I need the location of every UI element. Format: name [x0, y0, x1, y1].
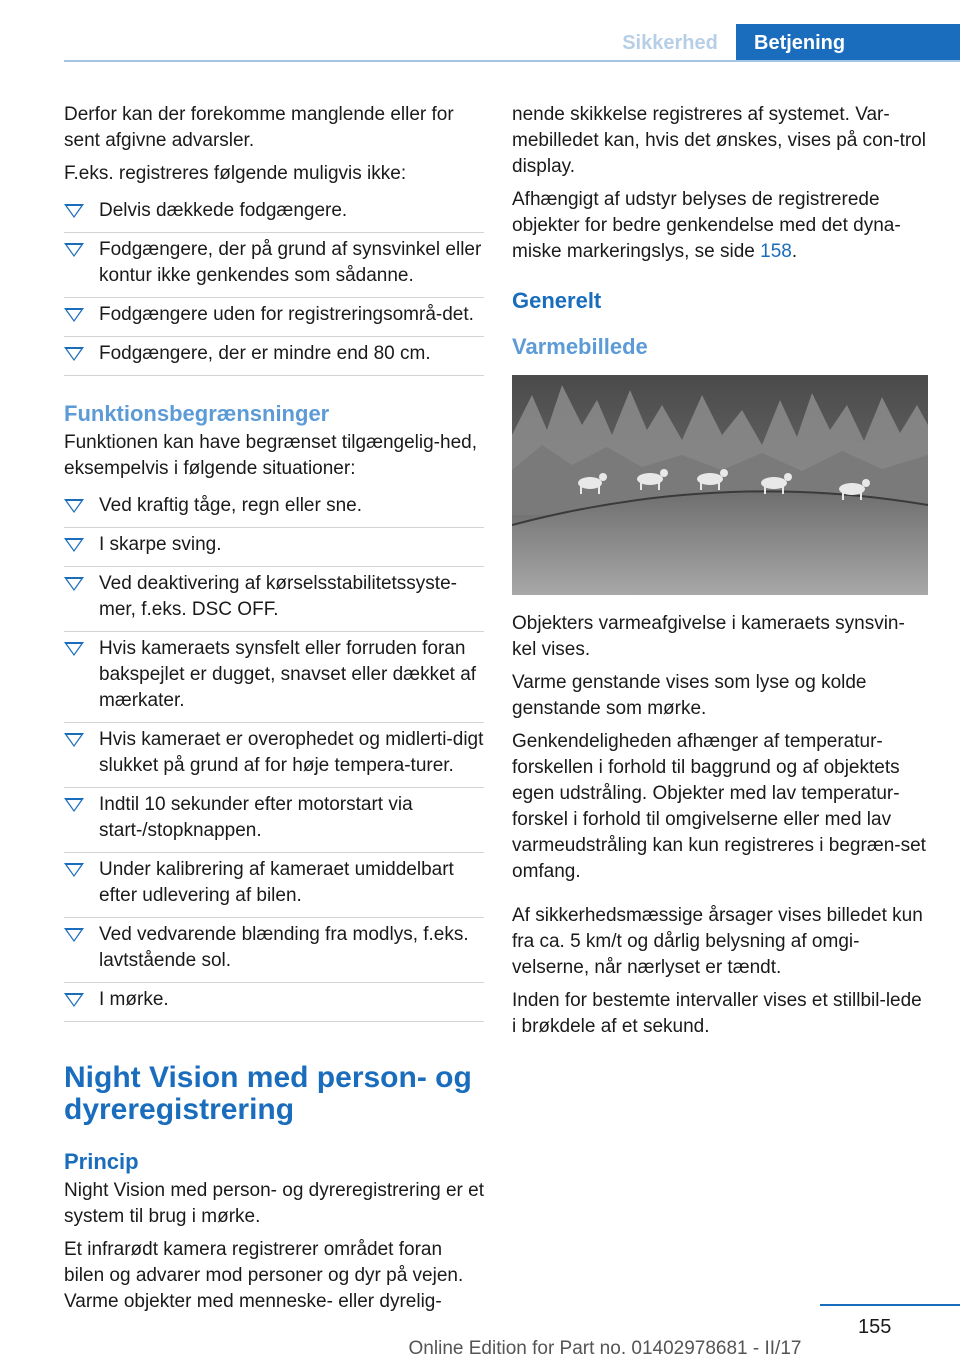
- page-number: 155: [858, 1316, 892, 1338]
- list-item: Fodgængere uden for registreringsområ-det.: [64, 298, 484, 337]
- list-not-detected: [64, 194, 484, 376]
- bullet-triangle-icon: [64, 308, 84, 322]
- bullet-triangle-icon: [64, 347, 84, 361]
- thermal-image-illustration: [512, 375, 928, 595]
- list-item: I skarpe sving.: [64, 528, 484, 567]
- paragraph: Objekters varmeafgivelse i kameraets synsvin-kel vises.: [512, 613, 905, 660]
- right-column: [512, 102, 928, 1047]
- bullet-triangle-icon: [64, 538, 84, 552]
- paragraph: Inden for bestemte intervaller vises et stillbil-lede i brøkdele af et sekund.: [512, 990, 922, 1037]
- paragraph: Varme genstande vises som lyse og kolde genstande som mørke.: [512, 672, 867, 719]
- bullet-triangle-icon: [64, 642, 84, 656]
- list-item: Fodgængere, der er mindre end 80 cm.: [64, 337, 484, 376]
- bullet-triangle-icon: [64, 798, 84, 812]
- bullet-triangle-icon: [64, 204, 84, 218]
- page-link-158[interactable]: 158: [760, 241, 792, 262]
- list-limitations: [64, 489, 484, 1022]
- left-column: [64, 102, 484, 1322]
- heading-generelt: Generelt: [512, 288, 602, 313]
- bullet-triangle-icon: [64, 863, 84, 877]
- list-item: I mørke.: [64, 983, 484, 1022]
- bullet-triangle-icon: [64, 928, 84, 942]
- list-item: Ved kraftig tåge, regn eller sne.: [64, 489, 484, 528]
- paragraph: Night Vision med person- og dyreregistrering er et system til brug i mørke.: [64, 1180, 484, 1227]
- paragraph: F.eks. registreres følgende muligvis ikke:: [64, 163, 407, 184]
- list-item: Hvis kameraets synsfelt eller forruden foran bakspejlet er dugget, snavset eller dækket af mærkater.: [64, 632, 484, 723]
- bullet-triangle-icon: [64, 993, 84, 1007]
- paragraph: Genkendeligheden afhænger af temperatur-forskellen i forhold til baggrund og af objektets egen udstråling. Objekter med lav temperatur-forskel i forhold til omgivelserne eller med lav varmeudstråling kan kun registreres i begræn-set omfang.: [512, 731, 926, 882]
- list-item: Under kalibrering af kameraet umiddelbart efter udlevering af bilen.: [64, 853, 484, 918]
- paragraph: Et infrarødt kamera registrerer området foran bilen og advarer mod personer og dyr på vejen. Varme objekter med menneske- eller dyrelig-: [64, 1239, 464, 1312]
- heading-funktionsbegraensninger: Funktionsbegrænsninger: [64, 401, 330, 426]
- list-item: Ved vedvarende blænding fra modlys, f.eks. lavtstående sol.: [64, 918, 484, 983]
- bullet-triangle-icon: [64, 243, 84, 257]
- heading-princip: Princip: [64, 1149, 139, 1174]
- paragraph: Funktionen kan have begrænset tilgængelig-hed, eksempelvis i følgende situationer:: [64, 432, 477, 479]
- paragraph: Afhængigt af udstyr belyses de registrerede objekter for bedre genkendelse med det dyna-miske markeringslys, se side 158.: [512, 189, 901, 262]
- bullet-triangle-icon: [64, 577, 84, 591]
- bullet-triangle-icon: [64, 499, 84, 513]
- footer-rule: [820, 1304, 960, 1306]
- header-tab-betjening[interactable]: Betjening: [736, 24, 960, 62]
- header-rule: [64, 60, 960, 62]
- header-tab-sikkerhed[interactable]: Sikkerhed: [622, 32, 718, 54]
- paragraph: nende skikkelse registreres af systemet. Var-mebilledet kan, hvis det ønskes, vises på con-trol display.: [512, 104, 926, 177]
- list-item: Delvis dækkede fodgængere.: [64, 194, 484, 233]
- list-item: Indtil 10 sekunder efter motorstart via start-/stopknappen.: [64, 788, 484, 853]
- footer-edition: Online Edition for Part no. 01402978681 - II/17: [408, 1338, 802, 1359]
- paragraph: Af sikkerhedsmæssige årsager vises billedet kun fra ca. 5 km/t og dårlig belysning af omgi-velserne, når nærlyset er tændt.: [512, 905, 923, 978]
- list-item: Hvis kameraet er overophedet og midlerti-digt slukket på grund af for høje tempera-turer.: [64, 723, 484, 788]
- paragraph: Derfor kan der forekomme manglende eller for sent afgivne advarsler.: [64, 104, 454, 151]
- heading-varmebillede: Varmebillede: [512, 334, 648, 359]
- bullet-triangle-icon: [64, 733, 84, 747]
- list-item: Fodgængere, der på grund af synsvinkel eller kontur ikke genkendes som sådanne.: [64, 233, 484, 298]
- section-title-night-vision: Night Vision med person- og dyreregistrering: [64, 1061, 472, 1126]
- list-item: Ved deaktivering af kørselsstabilitetssyste-mer, f.eks. DSC OFF.: [64, 567, 484, 632]
